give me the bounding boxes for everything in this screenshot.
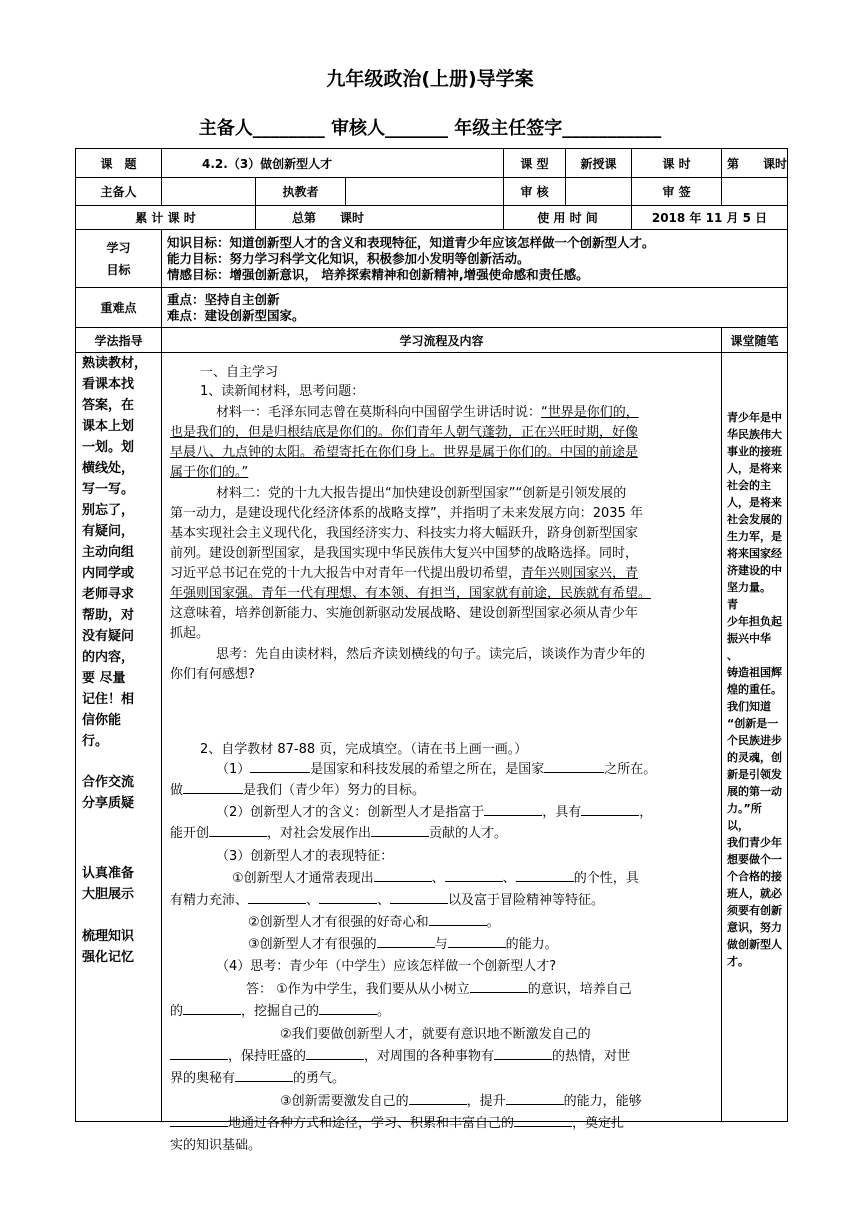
- material-1-line-3: 早晨八、九点钟的太阳。希望寄托在你们身上。世界是属于你们的。中国的前途是: [170, 445, 639, 460]
- note-line: 做创新型人: [727, 938, 783, 951]
- teacher-label: 执教者: [256, 178, 346, 206]
- method-prepare-2: 大胆展示: [82, 887, 135, 902]
- lesson-plan-table: [75, 148, 788, 1153]
- method-line: 行。: [82, 734, 109, 749]
- emotion-objective: 情感目标：增强创新意识， 培养探索精神和创新精神,增强使命感和责任感。: [167, 266, 589, 282]
- section-1-2-heading: 2、自学教材 87-88 页，完成填空。（请在书上画一画。）: [200, 742, 528, 757]
- key-points-label: 重难点: [76, 288, 162, 328]
- q1-line-1: （1） 是国家和科技发展的希望之所在，是国家 之所在。: [216, 758, 715, 777]
- notes-header: 课堂随笔: [722, 328, 788, 353]
- review-value: [566, 178, 632, 206]
- objectives-label-1: 学习: [106, 240, 131, 255]
- learning-content: [162, 353, 722, 1153]
- objectives-content: [162, 230, 788, 288]
- method-cooperate-1: 合作交流: [82, 775, 135, 790]
- key-point: 重点：坚持自主创新: [167, 291, 280, 307]
- teacher-value: [346, 178, 504, 206]
- note-line: 须要有创新: [727, 904, 783, 917]
- material-2-line-1: 材料二：党的十九大报告提出“加快建设创新型国家”“创新是引领发展的: [216, 486, 627, 501]
- material-2-line-3: 基本实现社会主义现代化，我国经济实力、科技实力将大幅跃升，跻身创新型国家: [170, 526, 639, 541]
- method-line: 别忘了，: [82, 503, 135, 518]
- note-line: 少年担负起: [727, 615, 783, 628]
- class-notes: [722, 353, 788, 1122]
- answer-1-line-1: 答： ①作为中学生，我们要从从小树立 的意识，培养自己: [246, 978, 715, 997]
- row-time: [76, 206, 788, 230]
- key-points-content: [162, 288, 788, 328]
- note-line: 人，是将来: [727, 496, 783, 509]
- difficult-point: 难点：建设创新型国家。: [167, 307, 305, 323]
- note-line: 才。: [727, 955, 750, 968]
- ability-objective: 能力目标：努力学习科学文化知识，积极参加小发明等创新活动。: [167, 250, 530, 266]
- method-cooperate-2: 分享质疑: [82, 796, 135, 811]
- method-line: 答案，在: [82, 398, 135, 413]
- topic-value: 4.2.（3）做创新型人才: [162, 149, 504, 178]
- answer-2-line-3: 界的奥秘有 的勇气。: [170, 1067, 715, 1086]
- material-2-line-2: 第一动力，是建设现代化经济体系的战略支撑”，并指明了未来发展方向：2035 年: [170, 506, 643, 521]
- note-line: 华民族伟大: [727, 428, 783, 441]
- topic-label: 课 题: [76, 149, 162, 178]
- method-line: 信你能: [82, 713, 122, 728]
- method-line: 写一写。: [82, 482, 135, 497]
- period-value: 第 课时: [722, 149, 788, 178]
- q1-line-2: 做 是我们（青少年）努力的目标。: [170, 779, 715, 798]
- note-line: 力。”所以，: [727, 802, 762, 832]
- row-objectives: [76, 230, 788, 288]
- method-line: 的内容，: [82, 650, 135, 665]
- method-review-1: 梳理知识: [82, 929, 135, 944]
- row-staff: [76, 178, 788, 206]
- note-line: 个合格的接: [727, 870, 783, 883]
- period-label: 课 时: [632, 149, 722, 178]
- note-line: 事业的接班: [727, 445, 783, 458]
- method-line: 老师寻求: [82, 587, 135, 602]
- row-topic: [76, 149, 788, 178]
- total-label: 总第 课时: [256, 206, 504, 230]
- method-review-2: 强化记忆: [82, 950, 135, 965]
- note-line: “创新是一: [727, 717, 779, 730]
- sign-label: 审 签: [632, 178, 722, 206]
- note-line: 意识，努力: [727, 921, 783, 934]
- objectives-label: [76, 230, 162, 288]
- answer-3-line-2: 地通过各种方式和途径，学习、积累和丰富自己的 ，奠定扎: [170, 1112, 715, 1131]
- material-2-line-6: 年强则国家强。青年一代有理想、有本领、有担当，国家就有前途，民族就有希望。: [170, 586, 652, 601]
- material-2-line-5: 习近平总书记在党的十九大报告中对青年一代提出殷切希望，青年兴则国家兴，青: [170, 566, 639, 581]
- note-line: 人，是将来: [727, 462, 783, 475]
- date-value: 2018 年 11 月 5 日: [632, 206, 788, 230]
- note-line: 想要做个一: [727, 853, 783, 866]
- note-line: 将来国家经: [727, 547, 783, 560]
- answer-3-line-3: 实的知识基础。: [170, 1138, 262, 1153]
- method-lines: [82, 353, 155, 752]
- type-value: 新授课: [566, 149, 632, 178]
- method-header: 学法指导: [76, 328, 162, 353]
- sign-value: [722, 178, 788, 206]
- note-line: 社会发展的: [727, 513, 783, 526]
- material-2-line-4: 前列。建设创新型国家，是我国实现中华民族伟大复兴中国梦的战略选择。同时，: [170, 546, 639, 561]
- material-2-line-8: 抓起。: [170, 626, 210, 641]
- method-line: 没有疑问: [82, 629, 135, 644]
- method-line: 横线处，: [82, 461, 135, 476]
- method-line: 看课本找: [82, 377, 135, 392]
- note-line: 生力军，是: [727, 530, 783, 543]
- row-key-points: [76, 288, 788, 328]
- material-1-line-4: 属于你们的。”: [170, 465, 249, 480]
- answer-2-line-2: ，保持旺盛的 ，对周围的各种事物有 的热情，对世: [170, 1045, 715, 1064]
- note-line: 坚力量。 青: [727, 581, 772, 611]
- method-line: 一划。划: [82, 440, 135, 455]
- method-line: 要 尽量: [82, 671, 126, 686]
- answer-2-line-1: ②我们要做创新型人才，就要有意识地不断激发自己的: [280, 1027, 591, 1042]
- material-1-line-1: 材料一：毛泽东同志曾在莫斯科向中国留学生讲话时说：“世界是你们的，: [216, 405, 639, 420]
- note-line: 个民族进步: [727, 734, 783, 747]
- note-line: 的灵魂，创: [727, 751, 783, 764]
- row-column-headers: [76, 328, 788, 353]
- cumulative-label: 累 计 课 时: [76, 206, 256, 230]
- objectives-label-2: 目标: [106, 262, 131, 277]
- q2-line-1: （2）创新型人才的含义：创新型人才是指富于 ，具有 ，: [216, 801, 715, 820]
- use-time-label: 使 用 时 间: [504, 206, 632, 230]
- process-header: 学习流程及内容: [162, 328, 722, 353]
- q3-3-line: ③创新型人才有很强的 与 的能力。: [248, 933, 715, 952]
- note-line: 铸造祖国辉: [727, 666, 783, 679]
- q2-line-2: 能开创 ，对社会发展作出 贡献的人才。: [170, 822, 715, 841]
- q3-heading: （3）创新型人才的表现特征：: [216, 849, 394, 864]
- method-line: 帮助，对: [82, 608, 135, 623]
- think-line-2: 你们有何感想?: [170, 667, 255, 682]
- method-line: 记住！相: [82, 692, 135, 707]
- material-1-line-2: 也是我们的，但是归根结底是你们的。你们青年人朝气蓬勃，正在兴旺时期，好像: [170, 425, 639, 440]
- note-line: 振兴中华 、: [727, 632, 772, 662]
- section-1-1-heading: 1、读新闻材料，思考问题：: [200, 384, 365, 399]
- note-line: 我们知道: [727, 700, 772, 713]
- answer-3-line-1: ③创新需要激发自己的 ，提升 的能力，能够: [280, 1090, 715, 1109]
- knowledge-objective: 知识目标：知道创新型人才的含义和表现特征，知道青少年应该怎样做一个创新型人才。: [167, 234, 655, 250]
- note-line: 煌的重任。: [727, 683, 783, 696]
- method-line: 有疑问，: [82, 524, 135, 539]
- review-label: 审 核: [504, 178, 566, 206]
- q3-1-line-2: 有精力充沛、 、 、 以及富于冒险精神等特征。: [170, 889, 715, 908]
- method-line: 主动向组: [82, 545, 135, 560]
- note-line: 我们青少年: [727, 836, 783, 849]
- note-line: 社会的主: [727, 479, 772, 492]
- preparer-value: [162, 178, 256, 206]
- row-main-content: [76, 353, 788, 1122]
- page-subtitle: 主备人________ 审核人_______ 年级主任签字___________: [198, 118, 662, 139]
- method-line: 熟读教材，: [82, 356, 148, 371]
- type-label: 课 型: [504, 149, 566, 178]
- think-line-1: 思考：先自由读材料，然后齐读划横线的句子。读完后，谈谈作为青少年的: [216, 647, 646, 662]
- q4-heading: （4）思考：青少年（中学生）应该怎样做一个创新型人才?: [216, 959, 557, 974]
- note-line: 济建设的中: [727, 564, 783, 577]
- preparer-label: 主备人: [76, 178, 162, 206]
- page-title: 九年级政治(上册)导学案: [326, 68, 534, 90]
- method-line: 内同学或: [82, 566, 135, 581]
- material-2-line-7: 这意味着，培养创新能力、实施创新驱动发展战略、建设创新型国家必须从青少年: [170, 606, 639, 621]
- section-1-heading: 一、自主学习: [200, 365, 279, 380]
- q3-1-line-1: ①创新型人才通常表现出 、 、 的个性，具: [232, 867, 715, 886]
- note-line: 青少年是中: [727, 411, 783, 424]
- method-prepare-1: 认真准备: [82, 866, 135, 881]
- note-line: 班人，就必: [727, 887, 783, 900]
- q3-2-line: ②创新型人才有很强的好奇心和 。: [248, 911, 715, 930]
- note-lines: [727, 409, 782, 970]
- note-line: 展的第一动: [727, 785, 783, 798]
- answer-1-line-2: 的 ，挖掘自己的 。: [170, 1000, 715, 1019]
- method-guidance: [76, 353, 162, 1122]
- method-line: 课本上划: [82, 419, 135, 434]
- note-line: 新是引领发: [727, 768, 783, 781]
